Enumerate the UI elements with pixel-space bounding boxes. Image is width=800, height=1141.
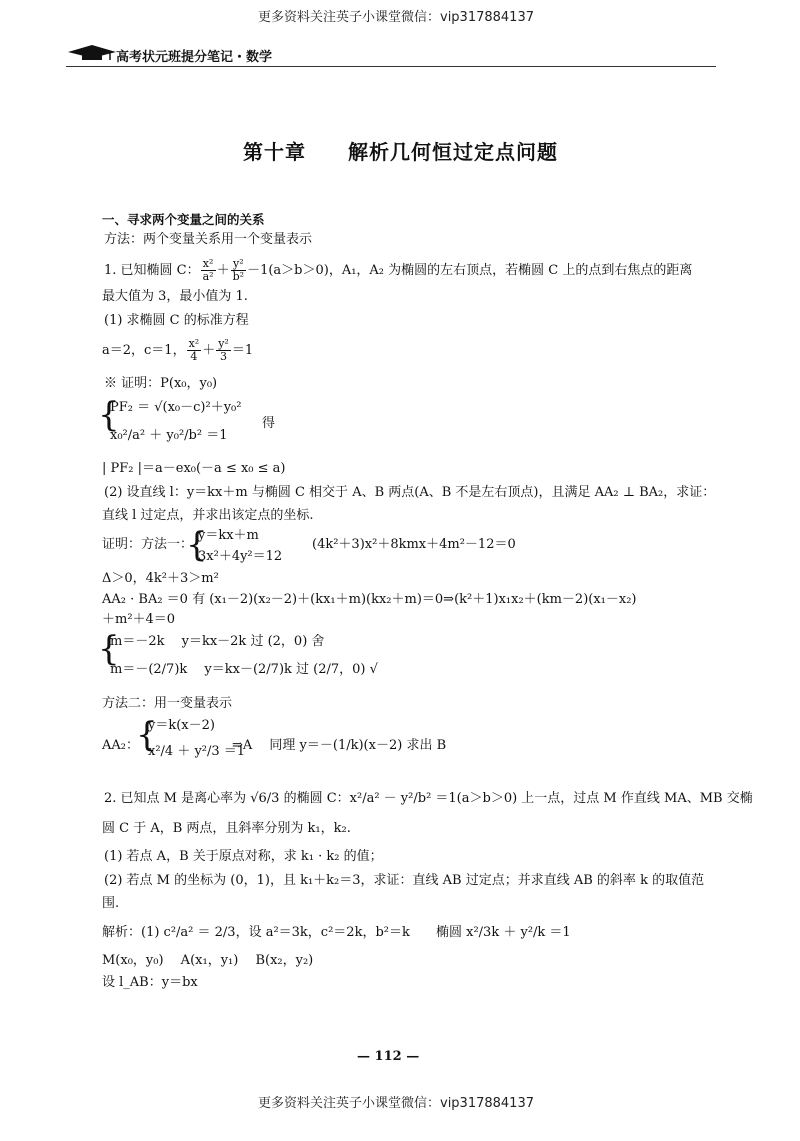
method-one-label: 证明：方法一：	[102, 537, 194, 552]
fraction-x2-a2: $\frac{\text{x²}}{\text{a²}}$	[202, 257, 214, 283]
header-rule	[66, 66, 716, 67]
fraction-y2-b2: $\frac{\text{y²}}{\text{b²}}$	[232, 257, 245, 283]
ellipse-equation: 椭圆 x²/3k ＋ y²/k ＝1	[436, 925, 571, 940]
system-line-1: y＝kx＋m	[198, 528, 259, 543]
brace-left: {	[186, 525, 208, 565]
sub-question-2: (2) 设直线 l：y＝kx＋m 与椭圆 C 相交于 A、B 两点(A、B 不是左右顶点)，且满足 AA₂ ⊥ BA₂，求证：	[104, 485, 716, 500]
discriminant-line: Δ＞0，4k²＋3＞m²	[102, 571, 219, 586]
system-line-1: y＝k(x－2)	[148, 718, 215, 733]
page-number: — 112 —	[357, 1049, 420, 1064]
system-line-1: PF₂ ＝ √(x₀－c)²＋y₀²	[110, 400, 242, 415]
dot-product-line-cont: ＋m²＋4＝0	[102, 612, 176, 627]
sub-question-1: (1) 求椭圆 C 的标准方程	[104, 313, 249, 328]
problem-1-intro: 1. 已知椭圆 C：	[104, 263, 200, 278]
system-line-2: x₀²/a² ＋ y₀²/b² ＝1	[110, 428, 228, 443]
points-line: M(x₀，y₀) A(x₁，y₁) B(x₂，y₂)	[102, 953, 314, 968]
dot-product-line: AA₂ · BA₂ ＝0 有 (x₁－2)(x₂－2)＋(kx₁＋m)(kx₂＋m)＝0⇒(k²＋1)x₁x₂＋(km－2)(x₁－x₂)	[102, 592, 637, 607]
answer-standard-eq: a＝2，c＝1， $\frac{\text{x²}}{4}$ ＋ $\frac{\text{y²}}{3}$ ＝1	[102, 337, 254, 363]
case-line-1: m＝－2k y＝kx－2k 过 (2，0) 舍	[110, 634, 325, 649]
line-aa2-label: AA₂：	[102, 738, 139, 753]
running-header-title: 高考状元班提分笔记・数学	[116, 50, 273, 65]
sub-question-2: (2) 若点 M 的坐标为 (0，1)，且 k₁＋k₂＝3，求证：直线 AB 过定点；并求直线 AB 的斜率 k 的取值范	[104, 873, 705, 888]
sub-question-2-cont: 直线 l 过定点，并求出该定点的坐标.	[102, 508, 314, 523]
line-ab-setup: 设 l_AB：y＝bx	[102, 975, 198, 990]
problem-1-stem-cont: 最大值为 3，最小值为 1.	[102, 289, 248, 304]
brace-left: {	[136, 715, 158, 755]
problem-1-rest: －1(a＞b＞0)，A₁，A₂ 为椭圆的左右顶点，若椭圆 C 上的点到右焦点的距离	[247, 263, 693, 278]
method-line: 方法：两个变量关系用一个变量表示	[104, 232, 313, 247]
method-two-result: ⇒A 同理 y＝－(1/k)(x－2) 求出 B	[232, 738, 447, 753]
chapter-title: 第十章 解析几何恒过定点问题	[243, 140, 558, 164]
focal-distance-line: | PF₂ |＝a－ex₀(－a ≤ x₀ ≤ a)	[102, 461, 286, 476]
problem-2-stem-cont: 圆 C 于 A，B 两点，且斜率分别为 k₁，k₂.	[102, 821, 351, 836]
brace-left: {	[98, 629, 120, 669]
problem-1-stem	[104, 258, 692, 283]
fraction-y2-3: $\frac{\text{y²}}{3}$	[218, 337, 229, 363]
case-line-2: m＝－(2/7)k y＝kx－(2/7)k 过 (2/7，0) √	[110, 662, 378, 677]
sub-question-1: (1) 若点 A，B 关于原点对称，求 k₁ · k₂ 的值；	[104, 849, 383, 864]
sub-question-2-cont: 围.	[102, 896, 120, 911]
quadratic-eq: (4k²＋3)x²＋8kmx＋4m²－12＝0	[312, 537, 516, 552]
watermark-bottom: 更多资料关注英子小课堂微信：vip317884137	[258, 1096, 534, 1111]
proof-intro: ※ 证明：P(x₀，y₀)	[104, 376, 218, 391]
method-two-label: 方法二：用一变量表示	[102, 696, 233, 711]
watermark-top: 更多资料关注英子小课堂微信：vip317884137	[258, 10, 534, 25]
system-line-2: 3x²＋4y²＝12	[198, 549, 283, 564]
brace-left: {	[98, 395, 120, 435]
fraction-x2-4: $\frac{\text{x²}}{4}$	[188, 337, 200, 363]
system-result-label: 得	[262, 416, 276, 431]
graduation-cap-logo	[66, 44, 118, 62]
solution-line: 解析：(1) c²/a² ＝ 2/3，设 a²＝3k，c²＝2k，b²＝k	[102, 925, 410, 940]
system-line-2: x²/4 ＋ y²/3 ＝1	[148, 744, 246, 759]
section-heading: 一、寻求两个变量之间的关系	[102, 212, 265, 227]
plus-sign: ＋	[216, 263, 230, 278]
problem-2-stem: 2. 已知点 M 是离心率为 √6/3 的椭圆 C：x²/a² － y²/b² ＝1(a＞b＞0) 上一点，过点 M 作直线 MA、MB 交椭	[104, 791, 753, 806]
